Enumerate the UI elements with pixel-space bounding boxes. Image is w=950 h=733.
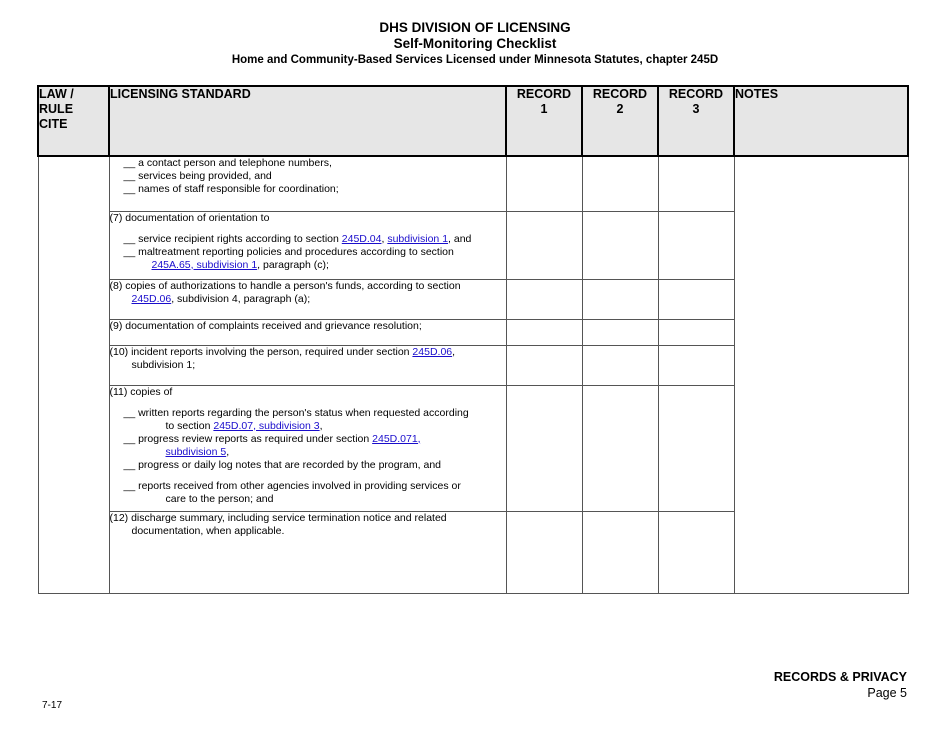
link-subdivision-1[interactable]: subdivision 1 [387,232,449,245]
record-2-cell[interactable] [582,319,658,345]
record-1-cell[interactable] [506,279,582,319]
document-header [0,20,950,68]
link-245d06[interactable]: 245D.06 [131,292,172,305]
col-law-rule-cite: LAW / RULE CITE [38,86,109,156]
record-3-cell[interactable] [658,345,734,385]
link-245d071[interactable]: 245D.071, [372,432,421,445]
page-footer [774,670,907,701]
record-3-cell[interactable] [658,279,734,319]
doc-subtitle: Self-Monitoring Checklist [393,36,557,51]
standard-cell: (7) documentation of orientation to __ service recipient rights according to section 245D.04, subdivision 1, and __ maltreatment reporting policies and procedures according to section 245A.65, subdivision 1, paragraph (c); [109,211,506,279]
law-cite-cell [38,156,109,593]
link-245d07[interactable]: 245D.07, subdivision 3 [213,419,320,432]
standard-cell: __ a contact person and telephone numbers, __ services being provided, and __ names of staff responsible for coordination; [109,156,506,211]
record-2-cell[interactable] [582,279,658,319]
standard-cell: (10) incident reports involving the person, required under section 245D.06, subdivision 1; [109,345,506,385]
record-2-cell[interactable] [582,511,658,593]
record-1-cell[interactable] [506,156,582,211]
record-3-cell[interactable] [658,511,734,593]
record-2-cell[interactable] [582,211,658,279]
col-record-2: RECORD 2 [582,86,658,156]
record-1-cell[interactable] [506,511,582,593]
record-2-cell[interactable] [582,345,658,385]
record-1-cell[interactable] [506,385,582,511]
col-record-3: RECORD 3 [658,86,734,156]
link-245d04[interactable]: 245D.04 [341,232,382,245]
link-245a65[interactable]: 245A.65, subdivision 1 [151,258,258,271]
record-1-cell[interactable] [506,211,582,279]
link-245d06[interactable]: 245D.06 [412,345,453,358]
standard-cell: (8) copies of authorizations to handle a person's funds, according to section 245D.06, subdivision 4, paragraph (a); [109,279,506,319]
record-2-cell[interactable] [582,156,658,211]
standard-cell: (12) discharge summary, including service termination notice and related documentation, when applicable. [109,511,506,593]
checklist-table [37,85,909,594]
record-3-cell[interactable] [658,385,734,511]
record-3-cell[interactable] [658,211,734,279]
version-label: 7-17 [42,700,63,711]
table-row [38,156,908,211]
record-1-cell[interactable] [506,319,582,345]
standard-cell: (11) copies of __ written reports regarding the person's status when requested according to section 245D.07, subdivision 3, __ progress review reports as required under section 245D.071, subdivision 5, __ progress or daily log notes that are recorded by the program, and __ reports received from other agencies involved in providing services or care to the person; and [109,385,506,511]
page-number: Page 5 [867,686,907,700]
col-licensing-standard: LICENSING STANDARD [109,86,506,156]
section-name: RECORDS & PRIVACY [773,670,907,684]
doc-scope: Home and Community-Based Services Licensed under Minnesota Statutes, chapter 245D [231,54,719,66]
doc-title: DHS DIVISION OF LICENSING [379,20,571,35]
col-record-1: RECORD 1 [506,86,582,156]
record-3-cell[interactable] [658,156,734,211]
record-1-cell[interactable] [506,345,582,385]
standard-cell: (9) documentation of complaints received and grievance resolution; [109,319,506,345]
record-3-cell[interactable] [658,319,734,345]
notes-cell[interactable] [734,156,908,593]
table-header-row [38,86,908,156]
record-2-cell[interactable] [582,385,658,511]
link-subdivision-5[interactable]: subdivision 5 [165,445,227,458]
col-notes: NOTES [734,86,908,156]
